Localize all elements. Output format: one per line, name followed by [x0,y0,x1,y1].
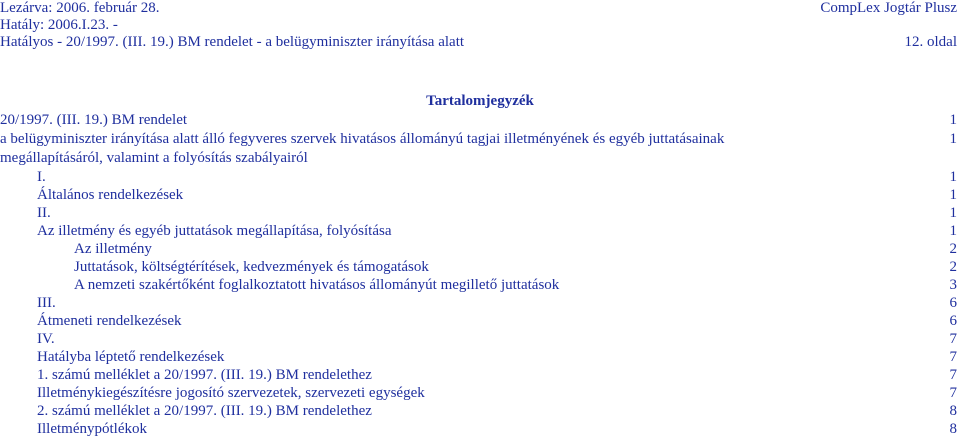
toc-entry-text: II. [37,205,51,221]
toc-entry-page: 7 [949,385,957,401]
toc-entry-text: I. [37,169,46,185]
toc-entry-page: 7 [949,367,957,383]
toc-entry-text: Általános rendelkezések [37,187,184,203]
toc-entry-text: Illetménykiegészítésre jogosító szervezetek, szervezeti egységek [37,385,425,401]
toc-entry-page: 1 [949,187,957,203]
toc-entry-page: 7 [949,331,957,347]
toc-entry-text: Juttatások, költségtérítések, kedvezmények és támogatások [74,259,429,275]
toc-entry-text: Az illetmény [74,241,152,257]
effective-date: Hatály: 2006.I.23. - [0,17,118,33]
product-name: CompLex Jogtár Plusz [820,0,957,16]
toc-entry-page: 8 [949,421,957,437]
toc-title: Tartalomjegyzék [426,93,534,109]
toc-entry-text: Átmeneti rendelkezések [37,313,182,329]
toc-entry-page: 6 [949,295,957,311]
toc-entry-page: 8 [949,403,957,419]
toc-entry-text: 1. számú melléklet a 20/1997. (III. 19.) BM rendelethez [37,367,372,383]
toc-entry-page: 2 [949,259,957,275]
toc-entry-page: 3 [949,277,957,293]
toc-entry-text: A nemzeti szakértőként foglalkoztatott hivatásos állományút megillető juttatások [74,277,560,293]
toc-entry-page: 1 [949,112,957,128]
toc-entry-page: 6 [949,313,957,329]
toc-entry-page: 1 [949,131,957,147]
closed-date: Lezárva: 2006. február 28. [0,0,160,16]
toc-entry-page: 7 [949,349,957,365]
toc-entry-page: 1 [949,205,957,221]
toc-entry-text: Illetménypótlékok [37,421,147,437]
toc-entry-text: 20/1997. (III. 19.) BM rendelet [0,112,188,128]
toc-entry-text: III. [37,295,56,311]
document-subject: Hatályos - 20/1997. (III. 19.) BM rendelet - a belügyminiszter irányítása alatt [0,34,465,50]
toc-entry-text: 2. számú melléklet a 20/1997. (III. 19.) BM rendelethez [37,403,372,419]
toc-entry-page: 1 [949,223,957,239]
page-number: 12. oldal [904,34,957,50]
toc-entry-text: IV. [37,331,55,347]
toc-entry-text: Hatályba léptető rendelkezések [37,349,225,365]
toc-entry-page: 1 [949,169,957,185]
toc-entry-page: 2 [949,241,957,257]
toc-entry-text: Az illetmény és egyéb juttatások megállapítása, folyósítása [37,223,392,239]
toc-entry-text: megállapításáról, valamint a folyósítás szabályairól [0,150,308,166]
toc-entry-text: a belügyminiszter irányítása alatt álló fegyveres szervek hivatásos állományú tagjai illetményének és egyéb juttatásainak [0,131,725,147]
